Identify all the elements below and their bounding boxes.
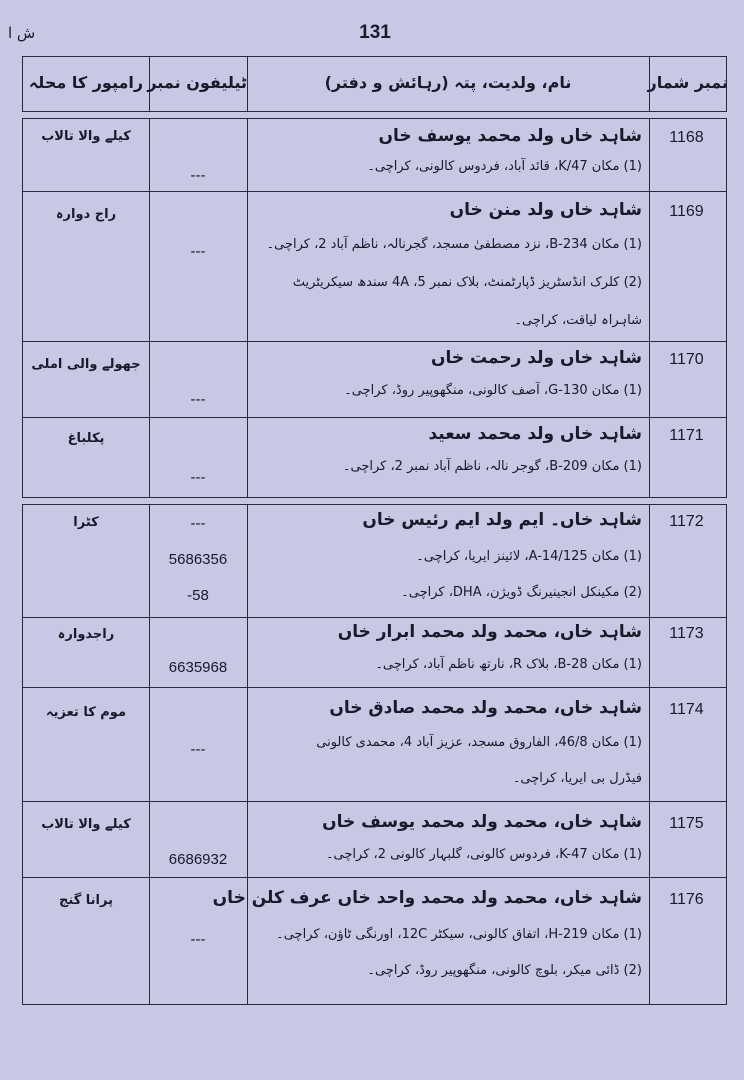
entry-address: (1) مکان A-14/125، لائینز ایریا، کراچی۔ (416, 549, 642, 564)
entry-phone: 6635968 (168, 659, 228, 676)
entry-phone: 6686932 (168, 851, 228, 868)
entry-phone: --- (190, 243, 206, 260)
entry-address: (1) مکان H-219، اتفاق کالونی، سیکٹر 12C، اورنگی ٹاؤن، کراچی۔ (276, 927, 642, 942)
entry-address: شاہراہ لیاقت، کراچی۔ (514, 313, 642, 328)
entry-name: شاہد خاں، محمد ولد محمد ابرار خاں (337, 622, 642, 642)
header-serial: نمبر شمار (647, 73, 728, 92)
entry-area: راج دوارہ (55, 207, 117, 222)
entry-name: شاہد خاں ولد محمد یوسف خاں (378, 126, 642, 146)
entries-block-2 (22, 504, 727, 1005)
entry-phone: --- (190, 391, 206, 408)
entry-address: (1) مکان B-28، بلاک R، نارتھ ناظم آباد، کراچی۔ (375, 657, 642, 672)
entry-number: 1174 (669, 701, 704, 718)
entry-area: کٹرا (73, 515, 99, 530)
entry-address: فیڈرل بی ایریا، کراچی۔ (512, 771, 642, 786)
entry-area: کیلے والا تالاب (41, 129, 131, 144)
entry-address: (1) مکان K-47، فردوس کالونی، گلبہار کالونی 2، کراچی۔ (325, 847, 642, 862)
entry-area: کیلے والا تالاب (41, 817, 131, 832)
entry-phone: --- (190, 741, 206, 758)
entries-block-1 (22, 118, 727, 498)
entry-address: (1) مکان K/47، قائد آباد، فردوس کالونی، کراچی۔ (367, 159, 642, 174)
entry-name: شاہد خاں، محمد ولد محمد صادق خاں (329, 698, 642, 718)
entry-number: 1176 (669, 891, 704, 908)
entry-number: 1173 (669, 625, 704, 642)
entry-name: شاہد خاں، محمد ولد محمد واحد خاں عرف کلن خاں (212, 888, 642, 908)
entry-number: 1171 (669, 427, 704, 444)
header-name: نام، ولدیت، پتہ (رہائش و دفتر) (324, 73, 572, 92)
entry-phone: --- (190, 167, 206, 184)
entry-address: (1) مکان 46/8، الفاروق مسجد، عزیز آباد 4، محمدی کالونی (316, 735, 642, 750)
entry-number: 1172 (669, 513, 704, 530)
entry-address: (1) مکان B-209، گوجر نالہ، ناظم آباد نمبر 2، کراچی۔ (342, 459, 642, 474)
entry-name: شاہد خاں، محمد ولد محمد یوسف خاں (322, 812, 642, 832)
entry-phone: --- (190, 469, 206, 486)
entry-phone: -58 (187, 587, 209, 604)
entry-area: راجدوارہ (57, 627, 115, 642)
entry-name: شاہد خاں۔ ایم ولد ایم رئیس خاں (362, 510, 642, 530)
page-number: 131 (359, 22, 391, 43)
entry-address: (2) ڈائی میکر، بلوچ کالونی، منگھوپیر روڈ، کراچی۔ (367, 963, 642, 978)
entry-area: پکلباغ (67, 431, 105, 446)
entry-area: موم کا تعزیہ (45, 705, 127, 720)
table-header (22, 56, 727, 112)
entry-number: 1168 (669, 129, 704, 146)
page-mark: ش ا (8, 24, 36, 42)
entry-phone: --- (190, 931, 206, 948)
entry-address: (2) کلرک انڈسٹریز ڈپارٹمنٹ، بلاک نمبر 5، 4A سندھ سیکریٹریٹ (292, 275, 642, 290)
entry-area: پرانا گنج (59, 893, 113, 908)
entry-number: 1175 (669, 815, 704, 832)
entry-phone: --- (190, 515, 206, 532)
entry-name: شاہد خاں ولد رحمت خاں (430, 348, 642, 368)
entry-address: (2) مکینکل انجینیرنگ ڈویژن، DHA، کراچی۔ (401, 585, 642, 600)
header-phone: ٹیلیفون نمبر (147, 73, 247, 92)
entry-name: شاہد خاں ولد محمد سعید (428, 424, 642, 444)
entry-address: (1) مکان B-234، نزد مصطفیٰ مسجد، گجرنالہ، ناظم آباد 2، کراچی۔ (266, 237, 642, 252)
header-area: رامپور کا محلہ (28, 73, 144, 92)
entry-name: شاہد خاں ولد منن خاں (449, 200, 642, 220)
entry-number: 1170 (669, 351, 704, 368)
entry-area: جھولے والی املی (31, 357, 141, 372)
entry-number: 1169 (669, 203, 704, 220)
entry-phone: 5686356 (168, 551, 228, 568)
entry-address: (1) مکان G-130، آصف کالونی، منگھوپیر روڈ، کراچی۔ (344, 383, 642, 398)
